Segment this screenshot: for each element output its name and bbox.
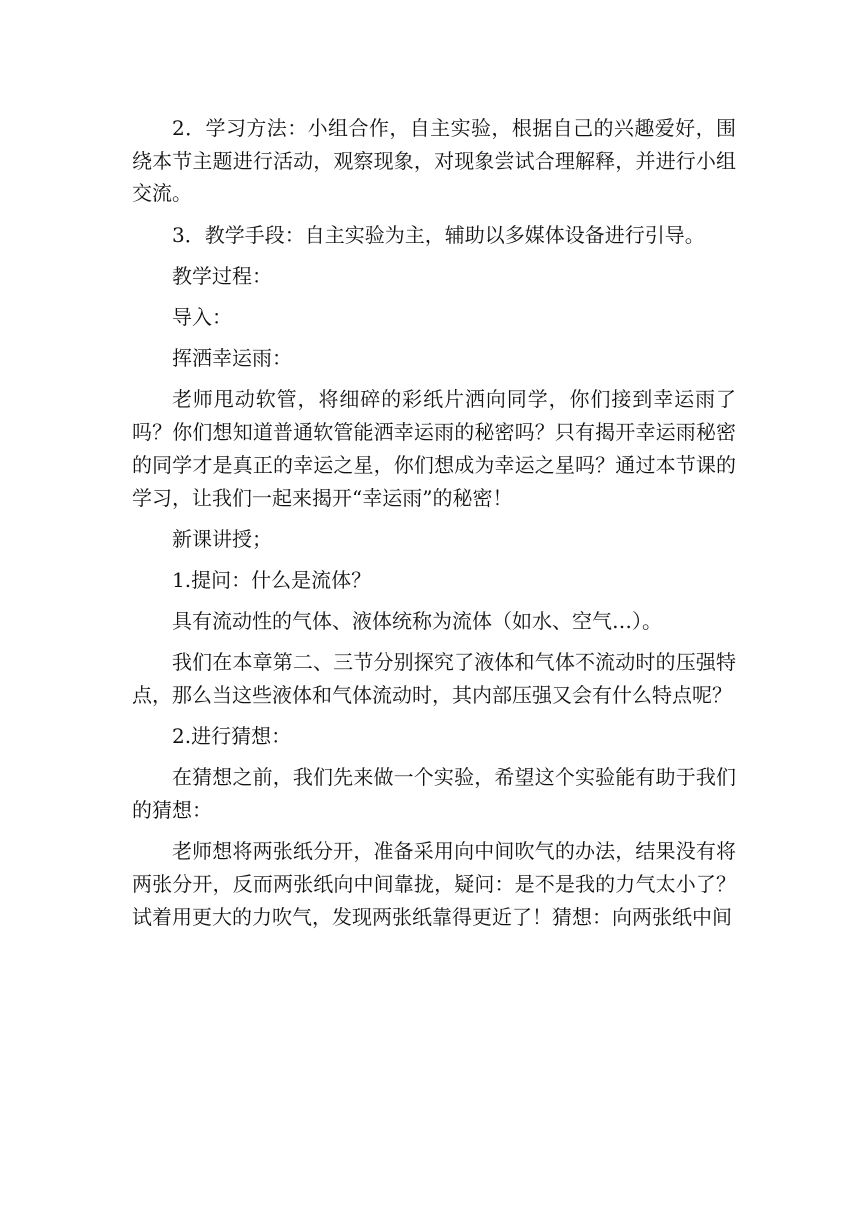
paragraph-question-fluid: 1.提问：什么是流体？ xyxy=(172,567,372,592)
paragraph-teaching-means: 3．教学手段：自主实验为主，辅助以多媒体设备进行引导。 xyxy=(172,222,705,247)
paragraph-learning-method: 2．学习方法：小组合作，自主实验，根据自己的兴趣爱好，围绕本节主题进行活动，观察现象，对现象尝试合理解释，并进行小组交流。 xyxy=(132,116,736,206)
heading-teaching-process: 教学过程： xyxy=(172,263,272,288)
paragraph-lucky-rain-story: 老师甩动软管，将细碎的彩纸片洒向同学，你们接到幸运雨了吗？你们想知道普通软管能洒幸运雨的秘密吗？只有揭开幸运雨秘密的同学才是真正的幸运之星，你们想成为幸运之星吗？通过本节课的学习，让我们一起来揭开“幸运雨”的秘密！ xyxy=(132,387,736,510)
heading-lucky-rain: 挥洒幸运雨： xyxy=(172,346,292,371)
paragraph-fluid-definition: 具有流动性的气体、液体统称为流体（如水、空气…）。 xyxy=(172,609,662,634)
heading-guess: 2.进行猜想： xyxy=(172,724,292,749)
document-page xyxy=(132,112,736,942)
paragraph-paper-experiment: 老师想将两张纸分开，准备采用向中间吹气的办法，结果没有将两张分开，反而两张纸向中间靠拢，疑问：是不是我的力气太小了？试着用更大的力吹气，发现两张纸靠得更近了！猜想：向两张纸中间 xyxy=(132,839,736,929)
heading-new-lesson: 新课讲授； xyxy=(172,526,272,551)
heading-introduction: 导入： xyxy=(172,305,232,330)
paragraph-pressure-question: 我们在本章第二、三节分别探究了液体和气体不流动时的压强特点，那么当这些液体和气体流动时，其内部压强又会有什么特点呢？ xyxy=(132,650,736,708)
paragraph-before-guess: 在猜想之前，我们先来做一个实验，希望这个实验能有助于我们的猜想： xyxy=(132,765,736,823)
